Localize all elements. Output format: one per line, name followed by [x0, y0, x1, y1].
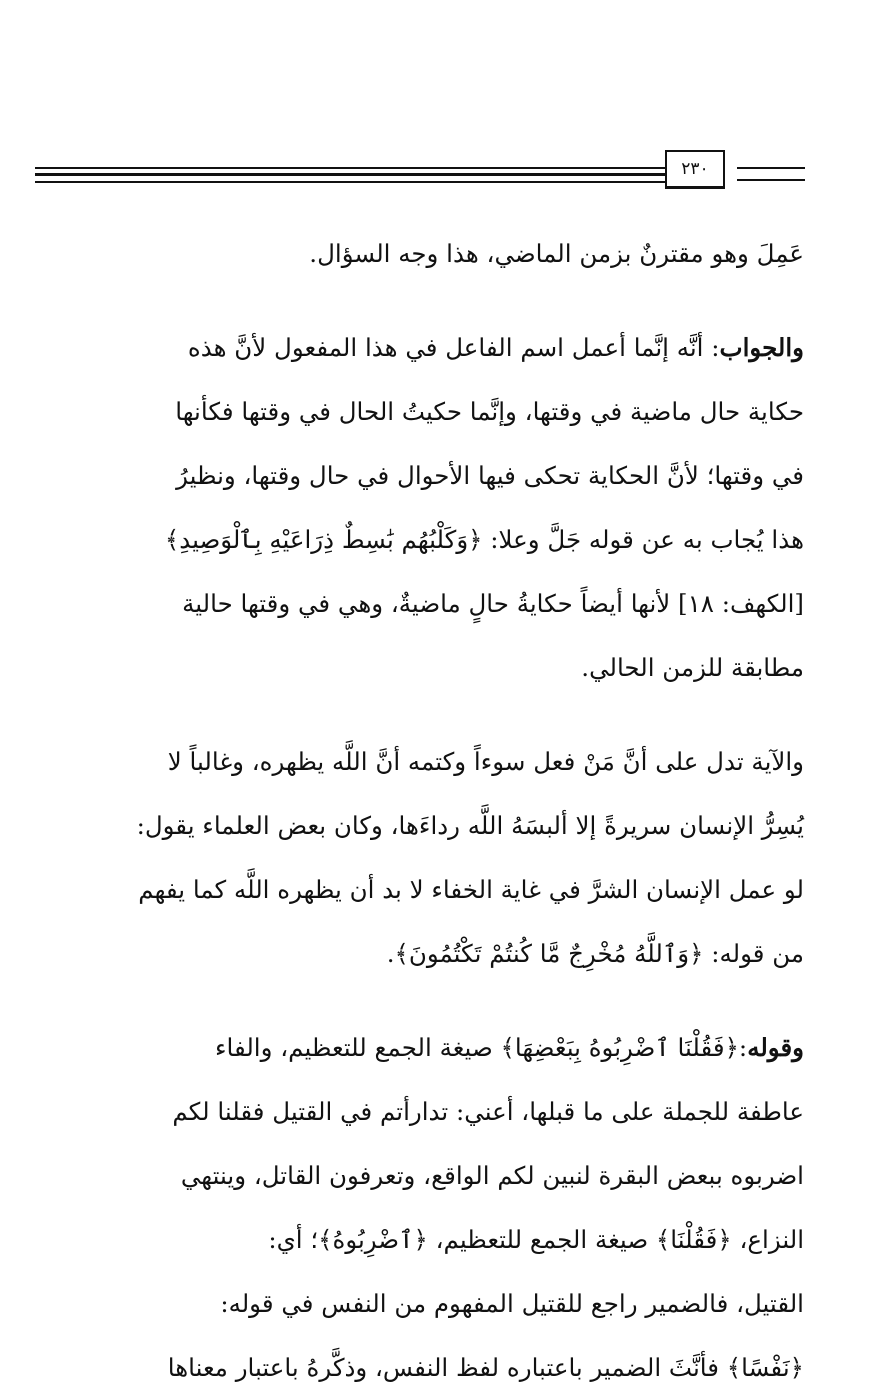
- header-rule-short: [737, 179, 805, 181]
- text-line: لو عمل الإنسان الشرَّ في غاية الخفاء لا بد أن يظهره اللَّه كما يفهم: [138, 875, 804, 904]
- text-line: مطابقة للزمن الحالي.: [581, 653, 804, 682]
- text-line: اضربوه ببعض البقرة لنبين لكم الواقع، وتعرفون القاتل، وينتهي: [180, 1161, 804, 1190]
- text-line: [34, 316, 804, 380]
- text-run: :﴿فَقُلْنَا ٱضْرِبُوهُ بِبَعْضِهَا﴾ صيغة الجمع للتعظيم، والفاء: [214, 1033, 748, 1062]
- header-rule: [35, 181, 667, 183]
- page-header: [35, 150, 805, 194]
- text-run: : أنَّه إنَّما أعمل اسم الفاعل في هذا المفعول لأنَّ هذه: [187, 333, 720, 362]
- page-body: [34, 222, 804, 1400]
- text-line: ﴿نَفْسًا﴾ فأنَّثَ الضمير باعتباره لفظ النفس، وذكَّرهُ باعتبار معناها: [167, 1353, 804, 1382]
- text-line: [الكهف: ١٨] لأنها أيضاً حكايةُ حالٍ ماضيةٌ، وهي في وقتها حالية: [182, 589, 804, 618]
- text-line: من قوله: ﴿وَٱللَّهُ مُخْرِجٌ مَّا كُنتُمْ تَكْتُمُونَ﴾.: [386, 939, 804, 968]
- paragraph: [34, 222, 804, 286]
- text-line: النزاع، ﴿فَقُلْنَا﴾ صيغة الجمع للتعظيم، ﴿ٱضْرِبُوهُ﴾؛ أي:: [268, 1225, 804, 1254]
- text-line: عَمِلَ وهو مقترنٌ بزمن الماضي، هذا وجه السؤال.: [309, 239, 804, 268]
- text-line: والآية تدل على أنَّ مَنْ فعل سوءاً وكتمه أنَّ اللَّه يظهره، وغالباً لا: [167, 747, 804, 776]
- text-line: القتيل، فالضمير راجع للقتيل المفهوم من النفس في قوله:: [220, 1289, 804, 1318]
- paragraph-lead: وقوله: [747, 1033, 804, 1062]
- header-rule: [35, 167, 667, 169]
- text-line: يُسِرُّ الإنسان سريرةً إلا ألبسَهُ اللَّه رداءَها، وكان بعض العلماء يقول:: [136, 811, 804, 840]
- text-line: [34, 1016, 804, 1080]
- paragraph: [34, 730, 804, 986]
- text-line: حكاية حال ماضية في وقتها، وإنَّما حكيتُ الحال في وقتها فكأنها: [175, 397, 804, 426]
- header-rule-short: [737, 167, 805, 169]
- paragraph: [34, 1016, 804, 1400]
- text-line: هذا يُجاب به عن قوله جَلَّ وعلا: ﴿وَكَلْبُهُم بَٰسِطٌ ذِرَاعَيْهِ بِٱلْوَصِيدِ﴾: [164, 525, 804, 554]
- text-line: في وقتها؛ لأنَّ الحكاية تحكى فيها الأحوال في حال وقتها، ونظيرُ: [176, 461, 804, 490]
- page-number: ٢٣٠: [665, 150, 725, 189]
- text-line: عاطفة للجملة على ما قبلها، أعني: تدارأتم في القتيل فقلنا لكم: [172, 1097, 804, 1126]
- paragraph: [34, 316, 804, 700]
- header-rule: [35, 173, 667, 176]
- paragraph-lead: والجواب: [719, 333, 804, 362]
